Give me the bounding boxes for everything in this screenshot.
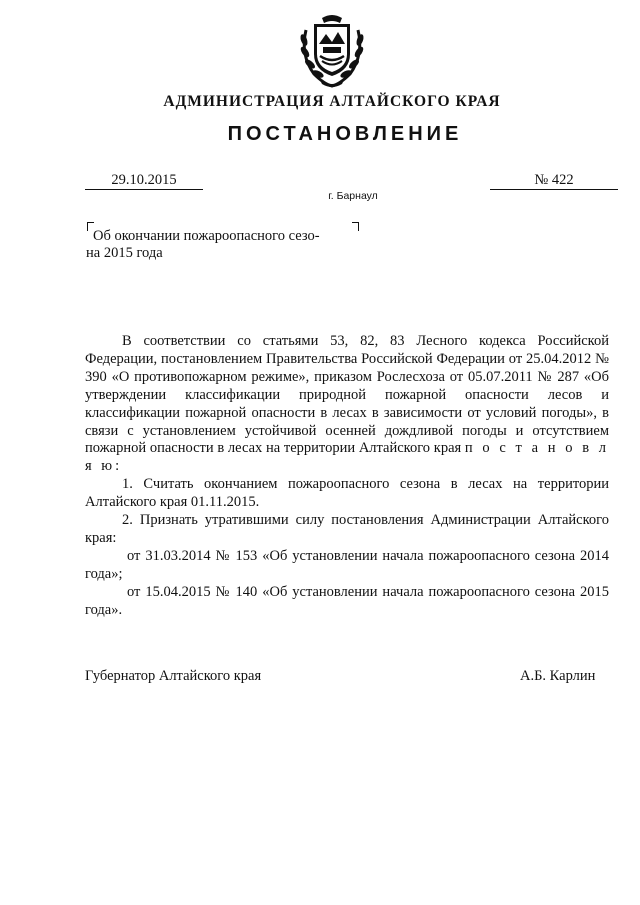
item-2-b: от 15.04.2015 № 140 «Об установлении начала пожароопасного сезона 2015 года». — [85, 583, 609, 618]
signature-name: А.Б. Карлин — [520, 668, 596, 684]
preamble-end: : — [115, 458, 120, 475]
preamble-paragraph — [85, 333, 609, 476]
document-subject — [86, 228, 363, 262]
item-2-a: от 31.03.2014 № 153 «Об установлении начала пожароопасного сезона 2014 года»; — [85, 547, 609, 582]
signature-title: Губернатор Алтайского края — [85, 668, 262, 684]
coat-of-arms-icon — [296, 10, 368, 90]
subject-line-2: на 2015 года — [86, 245, 163, 261]
preamble-text: В соответствии со статьями 53, 82, 83 Лесного кодекса Российской Федерации, постановлением Правительства Российской Федерации от 25.04.2012 № 390 «О противопожарном режиме», приказом Рослесхоза от 05.07.2011 № 287 «Об утверждении классификации природной пожарной опасности лесов и классификации пожарной опасности в лесах в зависимости от условий погоды», в связи с установлением устойчивой осенней дождливой погоды и отсутствием пожарной опасности в лесах на территории Алтайского края — [85, 333, 609, 457]
document-body — [85, 333, 609, 620]
organization-name: АДМИНИСТРАЦИЯ АЛТАЙСКОГО КРАЯ — [163, 93, 501, 110]
item-2: 2. Признать утратившими силу постановления Администрации Алтайского края: — [85, 512, 609, 546]
document-date: 29.10.2015 — [85, 172, 203, 190]
item-1: 1. Считать окончанием пожароопасного сезона в лесах на территории Алтайского края 01.11.2015. — [85, 476, 609, 511]
preamble-resolve: п о с т а н о в л я ю — [85, 440, 609, 475]
document-type: ПОСТАНОВЛЕНИЕ — [227, 123, 463, 145]
document-city: г. Барнаул — [328, 190, 378, 202]
subject-line-1: Об окончании пожароопасного сезо- — [93, 228, 320, 244]
document-number: № 422 — [490, 172, 618, 190]
